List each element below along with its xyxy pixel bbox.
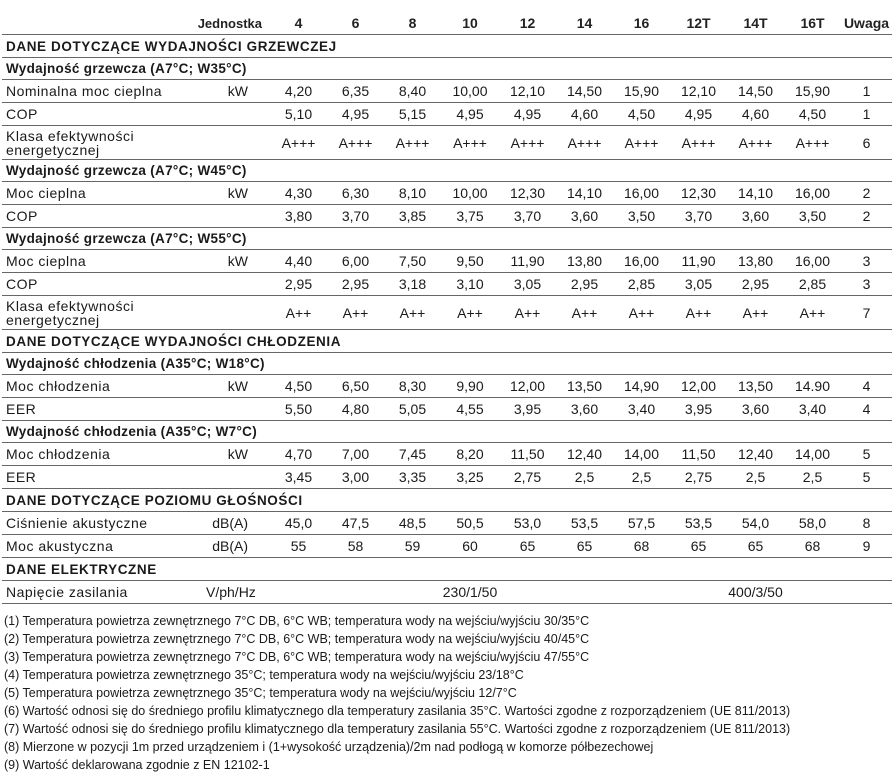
row-value: 7,00	[327, 443, 384, 466]
row-value: 10,00	[441, 182, 499, 205]
row-value: 8,20	[441, 443, 499, 466]
row-unit	[192, 296, 270, 330]
row-value: 15,90	[613, 80, 670, 103]
table-body	[2, 35, 892, 604]
row-note: 4	[841, 398, 892, 421]
row-value: 6,50	[327, 375, 384, 398]
row-value: 16,00	[784, 182, 841, 205]
row-value: 3,25	[441, 466, 499, 489]
row-value: 3,05	[499, 273, 556, 296]
row-unit	[192, 398, 270, 421]
row-value: A+++	[613, 126, 670, 160]
row-value: 3,40	[784, 398, 841, 421]
row-value: 53,5	[670, 512, 727, 535]
row-value: 6,00	[327, 250, 384, 273]
row-value: 53,5	[556, 512, 613, 535]
row-note: 4	[841, 375, 892, 398]
row-value: 53,0	[499, 512, 556, 535]
row-value: 12,40	[556, 443, 613, 466]
row-unit	[192, 273, 270, 296]
table-row	[2, 296, 892, 330]
row-label: Klasa efektywności energetycznej	[2, 296, 192, 330]
table-row	[2, 398, 892, 421]
row-value: 14,50	[727, 80, 784, 103]
footnote: (9) Wartość deklarowana zgodnie z EN 12102-1	[4, 758, 270, 772]
row-value: 65	[499, 535, 556, 558]
footnote: (3) Temperatura powietrza zewnętrznego 7°C DB, 6°C WB; temperatura wody na wejściu/wyjściu 47/55°C	[4, 650, 590, 664]
table-row	[2, 250, 892, 273]
row-value: 13,50	[727, 375, 784, 398]
table-row	[2, 466, 892, 489]
row-value: 4,60	[556, 103, 613, 126]
row-value: 3,00	[327, 466, 384, 489]
row-value: A++	[727, 296, 784, 330]
footnote: (8) Mierzone w pozycji 1m przed urządzeniem i (1+wysokość urządzenia)/2m nad podłogą w komorze półbezechowej	[4, 740, 654, 754]
row-value: 12,30	[499, 182, 556, 205]
row-value: 15,90	[784, 80, 841, 103]
row-value: 7,50	[384, 250, 441, 273]
row-value: A+++	[327, 126, 384, 160]
group-title: Wydajność grzewcza (A7°C; W45°C)	[2, 160, 892, 182]
row-label: COP	[2, 205, 192, 228]
row-value: A++	[556, 296, 613, 330]
table-row	[2, 443, 892, 466]
table-row	[2, 205, 892, 228]
row-value: 12,00	[670, 375, 727, 398]
row-value: 68	[784, 535, 841, 558]
row-note: 3	[841, 250, 892, 273]
row-note: 3	[841, 273, 892, 296]
row-label: Moc cieplna	[2, 182, 192, 205]
row-label: EER	[2, 466, 192, 489]
row-value: 4,50	[784, 103, 841, 126]
row-value: 2,5	[613, 466, 670, 489]
section-header	[2, 35, 892, 58]
footnote: (7) Wartość odnosi się do średniego profilu klimatycznego dla temperatury zasilania 55°C. Wartości zgodne z rozporządzeniem (UE 811/2013)	[4, 722, 791, 736]
row-value: 50,5	[441, 512, 499, 535]
row-value: 3,60	[556, 398, 613, 421]
row-value: 14,00	[784, 443, 841, 466]
header-model: 14T	[743, 15, 768, 31]
row-value: 3,95	[670, 398, 727, 421]
header-model: 16	[633, 15, 650, 31]
row-value: 65	[556, 535, 613, 558]
row-note: 9	[841, 535, 892, 558]
row-value: A++	[327, 296, 384, 330]
row-value: 12,10	[499, 80, 556, 103]
row-value: 60	[441, 535, 499, 558]
row-note-empty	[841, 581, 892, 604]
row-value: A+++	[727, 126, 784, 160]
section-title: DANE ELEKTRYCZNE	[2, 558, 892, 581]
three-phase-value: 400/3/50	[670, 581, 841, 604]
row-note: 6	[841, 126, 892, 160]
group-header	[2, 421, 892, 443]
row-value: 2,5	[727, 466, 784, 489]
header-model: 14	[576, 15, 593, 31]
row-note: 8	[841, 512, 892, 535]
row-value: 2,95	[727, 273, 784, 296]
row-value: A++	[670, 296, 727, 330]
row-value: 55	[270, 535, 327, 558]
row-value: 3,05	[670, 273, 727, 296]
group-title: Wydajność grzewcza (A7°C; W35°C)	[2, 58, 892, 80]
row-value: 3,18	[384, 273, 441, 296]
header-model: 10	[462, 15, 478, 31]
row-value: 12,10	[670, 80, 727, 103]
row-value: 5,50	[270, 398, 327, 421]
row-value: 14.90	[784, 375, 841, 398]
row-label: Moc chłodzenia	[2, 375, 192, 398]
table-row	[2, 512, 892, 535]
row-label: COP	[2, 273, 192, 296]
row-label: Ciśnienie akustyczne	[2, 512, 192, 535]
row-value: 59	[384, 535, 441, 558]
row-note: 1	[841, 80, 892, 103]
row-value: 45,0	[270, 512, 327, 535]
section-title: DANE DOTYCZĄCE POZIOMU GŁOŚNOŚCI	[2, 489, 892, 512]
row-value: 3,70	[499, 205, 556, 228]
row-value: A+++	[270, 126, 327, 160]
table-row	[2, 535, 892, 558]
section-title: DANE DOTYCZĄCE WYDAJNOŚCI CHŁODZENIA	[2, 330, 892, 353]
group-title: Wydajność chłodzenia (A35°C; W18°C)	[2, 353, 892, 375]
row-value: A++	[270, 296, 327, 330]
row-value: 10,00	[441, 80, 499, 103]
footnote: (1) Temperatura powietrza zewnętrznego 7°C DB, 6°C WB; temperatura wody na wejściu/wyjściu 30/35°C	[4, 614, 590, 628]
table-row	[2, 273, 892, 296]
row-label: EER	[2, 398, 192, 421]
row-unit: dB(A)	[192, 512, 270, 535]
row-value: 5,10	[270, 103, 327, 126]
row-value: A++	[441, 296, 499, 330]
row-value: 2,85	[613, 273, 670, 296]
row-value: 14,90	[613, 375, 670, 398]
row-value: 57,5	[613, 512, 670, 535]
table-row-electrical	[2, 581, 892, 604]
row-value: 4,95	[327, 103, 384, 126]
row-unit: V/ph/Hz	[192, 581, 270, 604]
row-value: 16,00	[613, 182, 670, 205]
row-value: A+++	[670, 126, 727, 160]
row-value: 48,5	[384, 512, 441, 535]
row-value: 12,30	[670, 182, 727, 205]
row-value: A++	[613, 296, 670, 330]
footnote: (2) Temperatura powietrza zewnętrznego 7°C DB, 6°C WB; temperatura wody na wejściu/wyjściu 40/45°C	[4, 632, 590, 646]
row-value: 6,30	[327, 182, 384, 205]
row-value: A+++	[384, 126, 441, 160]
row-unit	[192, 466, 270, 489]
row-value: 12,00	[499, 375, 556, 398]
row-note: 2	[841, 182, 892, 205]
row-label: Moc chłodzenia	[2, 443, 192, 466]
row-value: 4,95	[441, 103, 499, 126]
row-unit: kW	[192, 80, 270, 103]
row-label: COP	[2, 103, 192, 126]
section-header	[2, 330, 892, 353]
row-value: 4,50	[270, 375, 327, 398]
header-model: 6	[351, 15, 360, 31]
row-value: A+++	[556, 126, 613, 160]
row-value: 13,80	[556, 250, 613, 273]
row-value: 47,5	[327, 512, 384, 535]
row-value: 3,85	[384, 205, 441, 228]
row-value: 3,80	[270, 205, 327, 228]
row-value: 7,45	[384, 443, 441, 466]
group-header	[2, 228, 892, 250]
row-value: 11,90	[670, 250, 727, 273]
row-value: 3,60	[556, 205, 613, 228]
row-value: 5,05	[384, 398, 441, 421]
row-value: 2,95	[270, 273, 327, 296]
row-value: 68	[613, 535, 670, 558]
row-note: 5	[841, 466, 892, 489]
group-header	[2, 58, 892, 80]
row-value: 11,90	[499, 250, 556, 273]
row-note: 5	[841, 443, 892, 466]
row-value: 65	[727, 535, 784, 558]
row-value: 4,60	[727, 103, 784, 126]
group-header	[2, 160, 892, 182]
section-header	[2, 558, 892, 581]
row-value: A+++	[499, 126, 556, 160]
header-model: 12	[519, 15, 536, 31]
row-value: 4,50	[613, 103, 670, 126]
row-unit: kW	[192, 375, 270, 398]
header-model: 12T	[686, 15, 711, 31]
row-value: 54,0	[727, 512, 784, 535]
row-value: 3,50	[784, 205, 841, 228]
row-value: 8,40	[384, 80, 441, 103]
row-value: 16,00	[613, 250, 670, 273]
row-unit: kW	[192, 250, 270, 273]
row-label: Nominalna moc cieplna	[2, 80, 192, 103]
row-value: 13,50	[556, 375, 613, 398]
row-value: 6,35	[327, 80, 384, 103]
row-value: 4,30	[270, 182, 327, 205]
row-value: 3,10	[441, 273, 499, 296]
row-unit	[192, 205, 270, 228]
row-value: 11,50	[670, 443, 727, 466]
row-value: 8,30	[384, 375, 441, 398]
row-note: 7	[841, 296, 892, 330]
row-value: A++	[784, 296, 841, 330]
row-unit	[192, 126, 270, 160]
header-row	[2, 12, 892, 35]
row-value: A++	[384, 296, 441, 330]
header-model: 4	[294, 15, 303, 31]
row-unit: kW	[192, 182, 270, 205]
row-value: 58	[327, 535, 384, 558]
row-value: 4,80	[327, 398, 384, 421]
spec-table	[2, 12, 892, 604]
row-value: 4,20	[270, 80, 327, 103]
row-value: 58,0	[784, 512, 841, 535]
row-note: 1	[841, 103, 892, 126]
row-label: Napięcie zasilania	[2, 581, 192, 604]
row-note: 2	[841, 205, 892, 228]
group-header	[2, 353, 892, 375]
section-title: DANE DOTYCZĄCE WYDAJNOŚCI GRZEWCZEJ	[2, 35, 892, 58]
row-value: 9,90	[441, 375, 499, 398]
row-value: 3,60	[727, 398, 784, 421]
row-value: 16,00	[784, 250, 841, 273]
row-value: A+++	[784, 126, 841, 160]
row-value: 9,50	[441, 250, 499, 273]
row-label: Klasa efektywności energetycznej	[2, 126, 192, 160]
row-value: 14,10	[556, 182, 613, 205]
header-model: 16T	[800, 15, 825, 31]
row-value: 2,95	[327, 273, 384, 296]
row-value: 2,5	[784, 466, 841, 489]
footnote: (5) Temperatura powietrza zewnętrznego 35°C; temperatura wody na wejściu/wyjściu 12/7°C	[4, 686, 517, 700]
row-value: 2,95	[556, 273, 613, 296]
row-value: A++	[499, 296, 556, 330]
row-value: 65	[670, 535, 727, 558]
row-value: 3,70	[327, 205, 384, 228]
row-value: 2,85	[784, 273, 841, 296]
table-row	[2, 103, 892, 126]
row-value: 3,60	[727, 205, 784, 228]
row-unit: dB(A)	[192, 535, 270, 558]
table-row	[2, 375, 892, 398]
section-header	[2, 489, 892, 512]
row-value: 3,75	[441, 205, 499, 228]
row-value: 4,55	[441, 398, 499, 421]
row-value: 2,5	[556, 466, 613, 489]
table-row	[2, 182, 892, 205]
single-phase-value: 230/1/50	[270, 581, 670, 604]
table-row	[2, 126, 892, 160]
row-value: 4,70	[270, 443, 327, 466]
group-title: Wydajność chłodzenia (A35°C; W7°C)	[2, 421, 892, 443]
header-blank	[2, 12, 192, 35]
header-note: Uwaga	[843, 15, 890, 31]
row-value: 13,80	[727, 250, 784, 273]
row-value: 2,75	[670, 466, 727, 489]
row-value: 3,95	[499, 398, 556, 421]
row-value: 3,50	[613, 205, 670, 228]
row-value: 14,10	[727, 182, 784, 205]
group-title: Wydajność grzewcza (A7°C; W55°C)	[2, 228, 892, 250]
footnote: (4) Temperatura powietrza zewnętrznego 35°C; temperatura wody na wejściu/wyjściu 23/18°C	[4, 668, 524, 682]
row-value: 3,35	[384, 466, 441, 489]
footnote: (6) Wartość odnosi się do średniego profilu klimatycznego dla temperatury zasilania 35°C. Wartości zgodne z rozporządzeniem (UE 811/2013)	[4, 704, 791, 718]
header-model: 8	[408, 15, 417, 31]
table-row	[2, 80, 892, 103]
row-value: 14,50	[556, 80, 613, 103]
row-value: 5,15	[384, 103, 441, 126]
row-value: 4,95	[670, 103, 727, 126]
row-value: 3,40	[613, 398, 670, 421]
header-unit: Jednostka	[197, 15, 262, 31]
row-value: 11,50	[499, 443, 556, 466]
row-value: A+++	[441, 126, 499, 160]
row-value: 4,40	[270, 250, 327, 273]
row-value: 14,00	[613, 443, 670, 466]
row-value: 12,40	[727, 443, 784, 466]
row-unit: kW	[192, 443, 270, 466]
row-value: 2,75	[499, 466, 556, 489]
footnotes	[4, 612, 790, 774]
row-value: 8,10	[384, 182, 441, 205]
row-value: 4,95	[499, 103, 556, 126]
row-value: 3,70	[670, 205, 727, 228]
row-label: Moc cieplna	[2, 250, 192, 273]
row-value: 3,45	[270, 466, 327, 489]
row-label: Moc akustyczna	[2, 535, 192, 558]
row-unit	[192, 103, 270, 126]
